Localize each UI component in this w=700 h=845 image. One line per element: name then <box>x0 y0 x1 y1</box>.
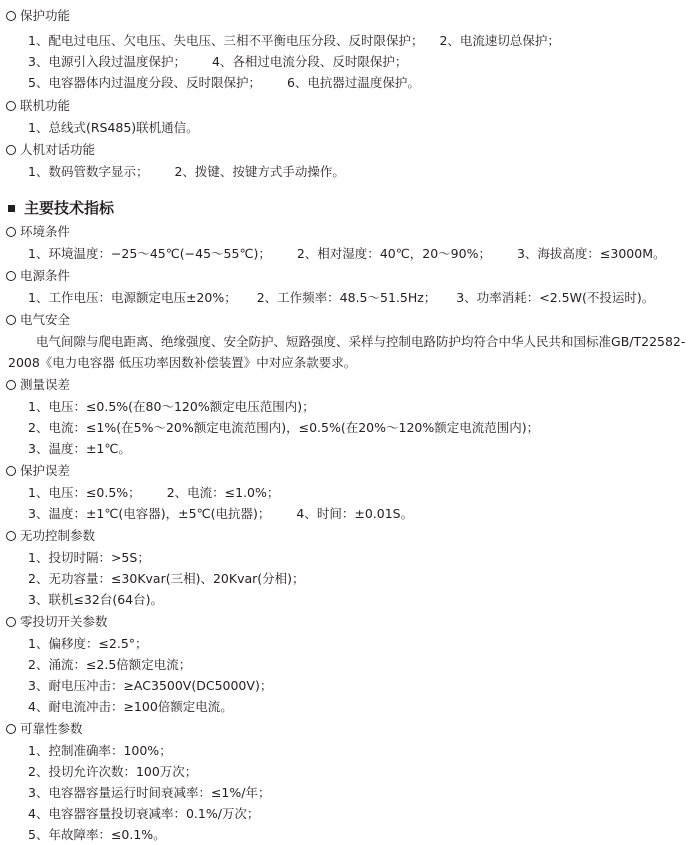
list-item: 5、年故障率：≤0.1%。 <box>28 827 166 842</box>
zero-switch-heading: 零投切开关参数 <box>6 612 108 632</box>
reliability-heading: 可靠性参数 <box>6 719 83 739</box>
protect-err-heading: 保护误差 <box>6 461 70 481</box>
list-item: 1、电压：≤0.5%(在80～120%额定电压范围内)； <box>28 399 315 414</box>
list-item: 1、控制准确率：100%； <box>28 743 172 758</box>
circle-bullet-icon <box>6 227 16 237</box>
list-item: 3、温度：±1℃(电容器)，±5℃(电抗器)； 4、时间：±0.01S。 <box>28 506 414 521</box>
circle-bullet-icon <box>6 101 16 111</box>
elec-safety-paragraph: 电气间隙与爬电距离、绝缘强度、安全防护、短路强度、采样与控制电路防护均符合中华人民共和国标准GB/T22582-2008《电力电容器 低压功率因数补偿装置》中对应条款要求。 <box>8 334 686 370</box>
list-item: 2、投切允许次数：100万次； <box>28 764 198 779</box>
list-item: 4、电容器容量投切衰减率：0.1%/万次； <box>28 806 260 821</box>
list-item: 1、电压：≤0.5%； 2、电流：≤1.0%； <box>28 485 280 500</box>
circle-bullet-icon <box>6 380 16 390</box>
protect-func-heading: 保护功能 <box>6 6 70 26</box>
list-item: 4、耐电流冲击：≥100倍额定电流。 <box>28 699 233 714</box>
list-item: 1、数码管数字显示； 2、拨键、按键方式手动操作。 <box>28 164 345 179</box>
circle-bullet-icon <box>6 617 16 627</box>
list-item: 1、投切时隔：>5S； <box>28 550 150 565</box>
env-heading: 环境条件 <box>6 222 70 242</box>
list-item: 3、耐电压冲击：≥AC3500V(DC5000V)； <box>28 678 273 693</box>
circle-bullet-icon <box>6 315 16 325</box>
circle-bullet-icon <box>6 271 16 281</box>
list-item: 3、联机≤32台(64台)。 <box>28 592 163 607</box>
list-item: 1、配电过电压、欠电压、失电压、三相不平衡电压分段、反时限保护； 2、电流速切总保护； <box>28 33 560 48</box>
elec-safety-heading: 电气安全 <box>6 310 70 330</box>
list-item: 1、总线式(RS485)联机通信。 <box>28 120 199 135</box>
list-item: 2、涌流：≤2.5倍额定电流； <box>28 657 192 672</box>
list-item: 3、电源引入段过温度保护； 4、各相过电流分段、反时限保护； <box>28 54 408 69</box>
square-bullet-icon <box>8 205 15 212</box>
circle-bullet-icon <box>6 724 16 734</box>
link-func-heading: 联机功能 <box>6 96 70 116</box>
reactive-heading: 无功控制参数 <box>6 526 95 546</box>
circle-bullet-icon <box>6 145 16 155</box>
list-item: 1、偏移度：≤2.5°； <box>28 636 148 651</box>
list-item: 1、工作电压：电源额定电压±20%； 2、工作频率：48.5～51.5Hz； 3、功率消耗：<2.5W(不投运时)。 <box>28 290 655 305</box>
circle-bullet-icon <box>6 11 16 21</box>
power-heading: 电源条件 <box>6 266 70 286</box>
measure-err-heading: 测量误差 <box>6 375 70 395</box>
list-item: 3、温度：±1℃。 <box>28 441 131 456</box>
circle-bullet-icon <box>6 466 16 476</box>
list-item: 5、电容器体内过温度分段、反时限保护； 6、电抗器过温度保护。 <box>28 75 420 90</box>
list-item: 2、电流：≤1%(在5%～20%额定电流范围内)，≤0.5%(在20%～120%额定电流范围内)； <box>28 420 540 435</box>
section-title: 主要技术指标 <box>8 198 114 218</box>
circle-bullet-icon <box>6 531 16 541</box>
list-item: 2、无功容量：≤30Kvar(三相)、20Kvar(分相)； <box>28 571 305 586</box>
hmi-func-heading: 人机对话功能 <box>6 140 95 160</box>
list-item: 1、环境温度：−25～45℃(−45～55℃)； 2、相对湿度：40℃，20～90%； 3、海拔高度：≤3000M。 <box>28 246 666 261</box>
list-item: 3、电容器容量运行时间衰减率：≤1%/年； <box>28 785 271 800</box>
